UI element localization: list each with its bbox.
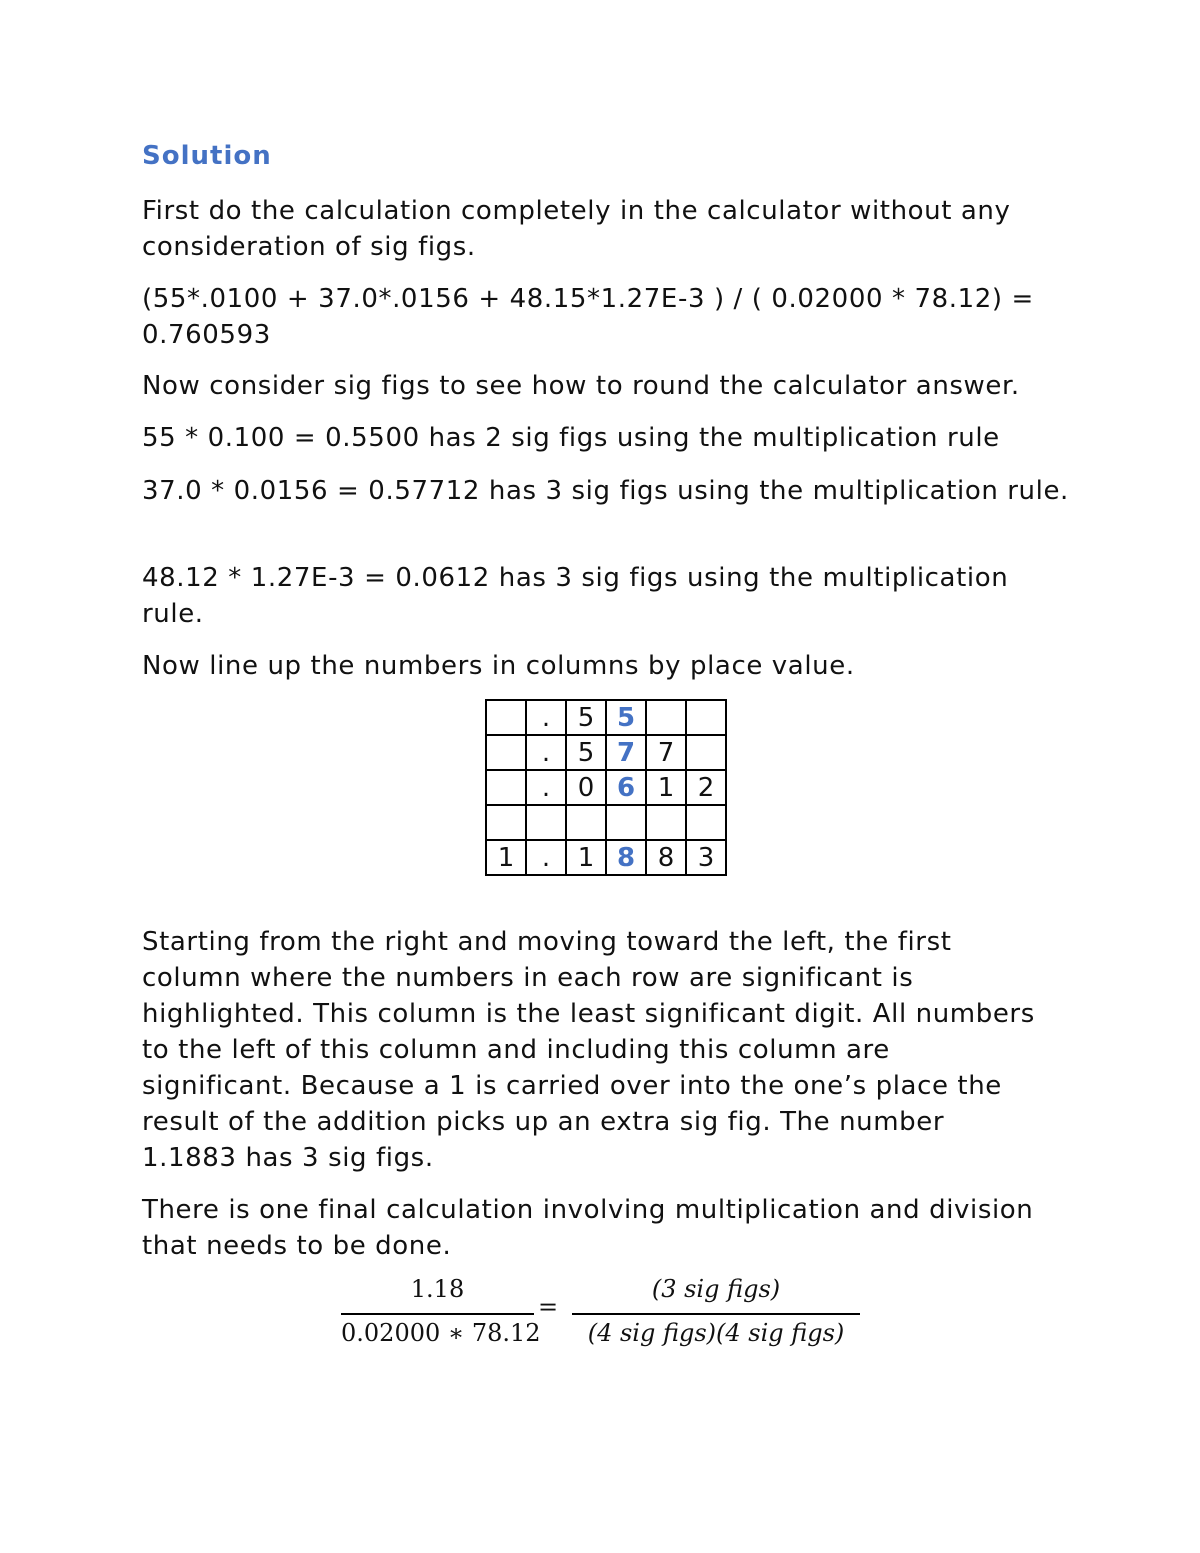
grid-cell-highlighted [606,805,646,840]
paragraph-term-1: 55 * 0.100 = 0.5500 has 2 sig figs using the multiplication rule [142,423,1000,453]
left-numerator: 1.18 [410,1275,465,1303]
grid-cell [486,805,526,840]
paragraph-term-2: 37.0 * 0.0156 = 0.57712 has 3 sig figs using the multiplication rule. [142,476,1069,506]
grid-row [486,735,726,770]
grid-row [486,805,726,840]
grid-cell-highlighted: 7 [606,735,646,770]
grid-cell [686,700,726,735]
grid-cell-highlighted: 5 [606,700,646,735]
grid-cell [646,805,686,840]
solution-heading: Solution [142,141,272,171]
grid-cell [686,735,726,770]
grid-cell: 2 [686,770,726,805]
grid-cell [486,700,526,735]
grid-cell: . [526,700,566,735]
grid-cell: . [526,735,566,770]
grid-cell: 1 [566,840,606,875]
paragraph-intro: First do the calculation completely in the calculator without any consideration of sig figs. [142,196,1011,262]
grid-cell [646,700,686,735]
grid-cell: 3 [686,840,726,875]
grid-cell [526,805,566,840]
grid-cell: . [526,770,566,805]
grid-cell [566,805,606,840]
grid-cell: . [526,840,566,875]
left-denominator: 0.02000 ∗ 78.12 [341,1319,541,1347]
grid-cell: 8 [646,840,686,875]
right-fraction-bar [572,1313,860,1315]
grid-cell: 7 [646,735,686,770]
grid-cell: 5 [566,700,606,735]
paragraph-round: Now consider sig figs to see how to round the calculator answer. [142,371,1020,401]
grid-cell [486,735,526,770]
paragraph-explanation: Starting from the right and moving toward the left, the first column where the numbers in each row are significant is highlighted. This column is the least significant digit. All numbers to the left of this column and including this column are significant. Because a 1 is carried over into the one’s place the result of the addition picks up an extra sig fig. The number 1.1883 has 3 sig figs. [142,927,1035,1173]
grid-cell: 1 [646,770,686,805]
grid-cell: 5 [566,735,606,770]
paragraph-term-3: 48.12 * 1.27E-3 = 0.0612 has 3 sig figs using the multiplication rule. [142,563,1009,629]
grid-cell: 0 [566,770,606,805]
grid-cell-highlighted: 8 [606,840,646,875]
paragraph-final: There is one final calculation involving multiplication and division that needs to be done. [142,1195,1034,1261]
grid-cell [686,805,726,840]
grid-row [486,770,726,805]
grid-row [486,700,726,735]
grid-row [486,840,726,875]
grid-cell [486,770,526,805]
paragraph-calculation: (55*.0100 + 37.0*.0156 + 48.15*1.27E-3 ) / ( 0.02000 * 78.12) = 0.760593 [142,284,1034,350]
equals-sign: = [538,1293,559,1321]
paragraph-line-up: Now line up the numbers in columns by place value. [142,651,855,681]
place-value-grid [485,699,727,876]
grid-cell-highlighted: 6 [606,770,646,805]
grid-cell: 1 [486,840,526,875]
right-denominator: (4 sig figs)(4 sig figs) [587,1319,845,1347]
left-fraction-bar [341,1313,534,1315]
right-numerator: (3 sig figs) [651,1275,781,1303]
